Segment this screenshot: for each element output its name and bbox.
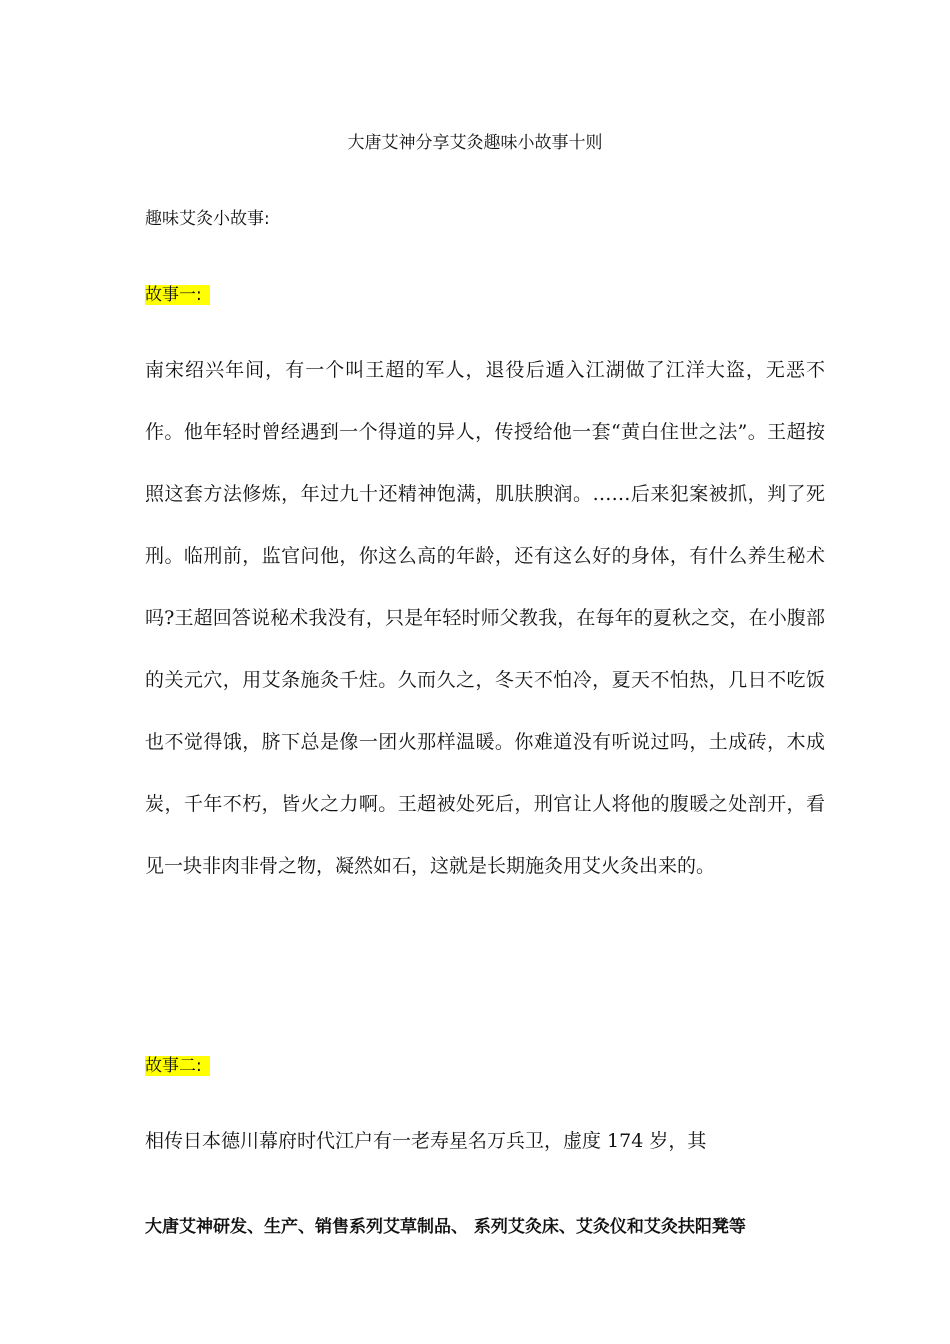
story-body-1: 南宋绍兴年间，有一个叫王超的军人，退役后遁入江湖做了江洋大盗，无恶不作。他年轻时曾经遇到一个得道的异人，传授给他一套“黄白住世之法”。王超按照这套方法修炼，年过九十还精神饱满，肌肤腴润。……后来犯案被抓，判了死刑。临刑前，监官问他，你这么高的年龄，还有这么好的身体，有什么养生秘术吗?王超回答说秘术我没有，只是年轻时师父教我，在每年的夏秋之交，在小腹部的关元穴，用艾条施灸千炷。久而久之，冬天不怕冷，夏天不怕热，几日不吃饭也不觉得饿，脐下总是像一团火那样温暖。你难道没有听说过吗，土成砖，木成炭，千年不朽，皆火之力啊。王超被处死后，刑官让人将他的腹暖之处剖开，看见一块非肉非骨之物，凝然如石，这就是长期施灸用艾火灸出来的。 [145, 359, 825, 877]
document-footer: 大唐艾神研发、生产、销售系列艾草制品、 系列艾灸床、艾灸仪和艾灸扶阳凳等 [145, 1217, 746, 1237]
document-title: 大唐艾神分享艾灸趣味小故事十则 [347, 133, 603, 153]
story-heading-1 [145, 282, 210, 308]
document-subtitle: 趣味艾灸小故事: [145, 209, 270, 229]
story-heading-1-label: 故事一: [145, 285, 210, 305]
story-heading-2-label: 故事二: [145, 1056, 210, 1076]
story-body-2: 相传日本德川幕府时代江户有一老寿星名万兵卫，虚度 174 岁，其 [145, 1130, 707, 1152]
story-heading-2 [145, 1053, 210, 1079]
